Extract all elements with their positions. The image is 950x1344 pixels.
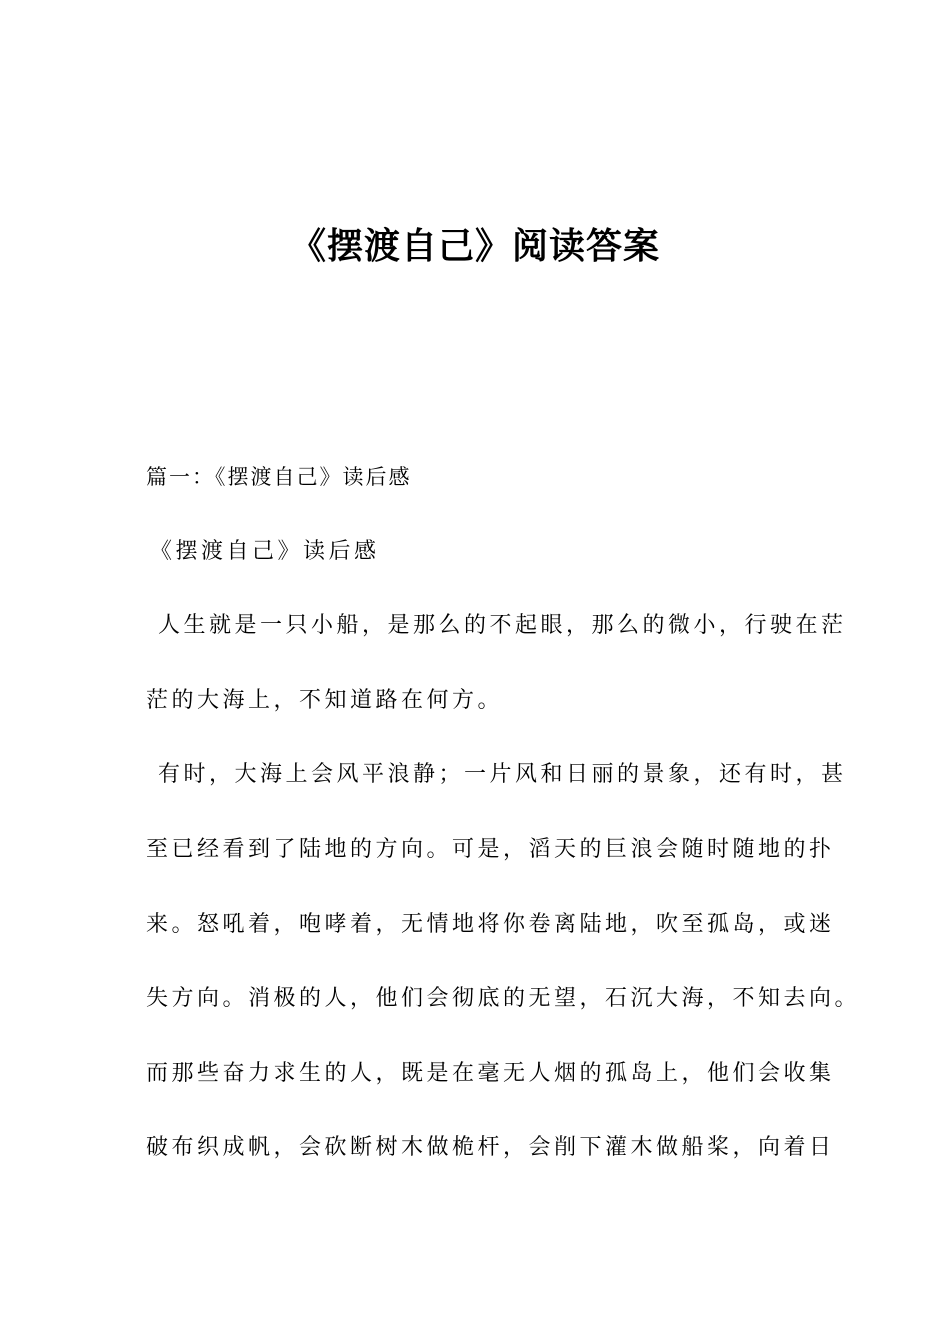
paragraph-line: 失方向。消极的人，他们会彻底的无望，石沉大海，不知去向。 (146, 986, 861, 1012)
document-body (146, 452, 861, 1198)
paragraph-line: 人生就是一只小船，是那么的不起眼，那么的微小，行驶在茫 (158, 613, 847, 639)
paragraph-line: 至已经看到了陆地的方向。可是，滔天的巨浪会随时随地的扑 (146, 836, 835, 862)
subheading-line: 《摆渡自己》读后感 (150, 538, 380, 564)
section-heading: 篇一：《摆渡自己》读后感 (146, 465, 412, 489)
paragraph-line: 破布织成帆，会砍断树木做桅杆，会削下灌木做船桨，向着日 (146, 1135, 835, 1161)
document-title: 《摆渡自己》阅读答案 (289, 226, 660, 267)
paragraph-line: 而那些奋力求生的人，既是在毫无人烟的孤岛上，他们会收集 (146, 1060, 835, 1086)
paragraph-line: 茫的大海上，不知道路在何方。 (146, 687, 504, 713)
paragraph-line: 来。怒吼着，咆哮着，无情地将你卷离陆地，吹至孤岛，或迷 (146, 911, 835, 937)
paragraph-line: 有时，大海上会风平浪静；一片风和日丽的景象，还有时，甚 (158, 762, 847, 788)
